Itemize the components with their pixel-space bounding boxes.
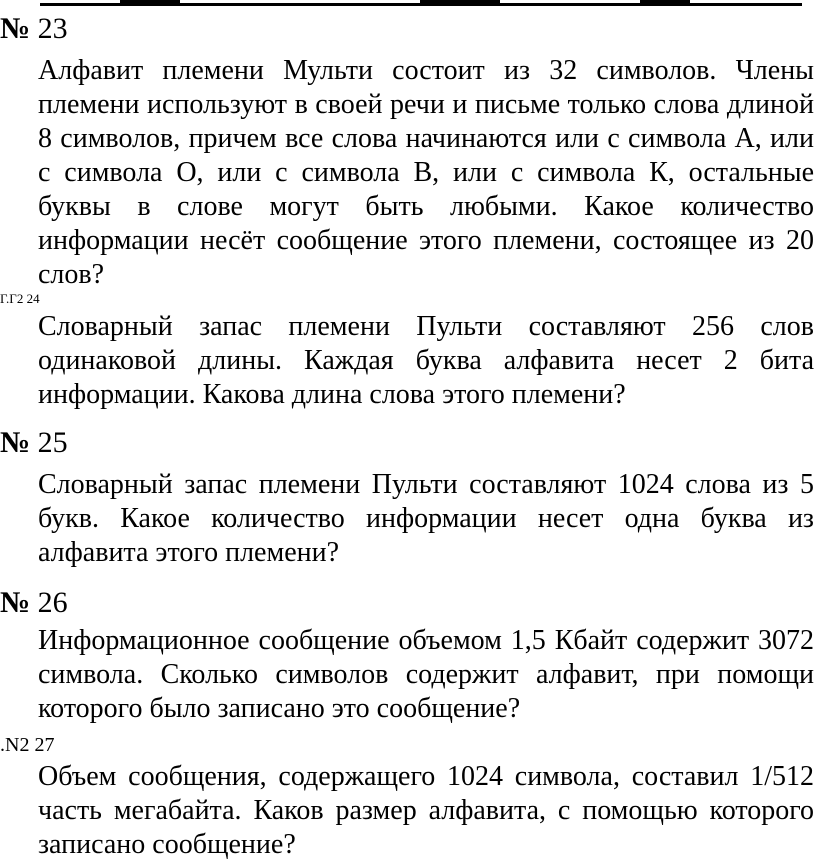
problem-number [0,14,68,44]
number-value: 26 [37,586,68,619]
number-sign: № [0,426,31,459]
top-rule-dash [420,0,500,4]
problem-number [0,428,68,458]
problem-number [0,588,68,618]
top-rule [0,0,816,8]
problem-text: Словарный запас племени Пульти составляют 1024 слова из 5 букв. Какое количество информации несет одна буква из алфавита этого племени? [38,469,814,568]
number-sign: № [0,12,31,45]
number-value: 23 [37,12,68,45]
top-rule-dash [120,0,180,4]
problem-text: Алфавит племени Мульти состоит из 32 символов. Члены племени используют в своей речи и письме только слова длиной 8 символов, причем все слова начинаются или с символа А, или с символа О, или с символа В, или с символа К, остальные буквы в слове могут быть любыми. Какое количество информации несёт сообщение этого племени, состоящее из 20 слов? [38,55,814,290]
top-rule-dash [640,0,690,4]
number-value: 25 [37,426,68,459]
problem-text: Словарный запас племени Пульти составляют 256 слов одинаковой длины. Каждая буква алфавита несет 2 бита информации. Какова длина слова этого племени? [38,311,814,410]
problem-text: Объем сообщения, содержащего 1024 символа, составил 1/512 часть мегабайта. Каков размер алфавита, с помощью которого записано сообщение? [38,761,814,860]
problem-number: Г.Г2 24 [0,291,40,306]
problem-number: .N2 27 [0,734,55,756]
problem-text: Информационное сообщение объемом 1,5 Кбайт содержит 3072 символа. Сколько символов содержит алфавит, при помощи которого было записано это сообщение? [38,625,814,724]
number-sign: № [0,586,31,619]
